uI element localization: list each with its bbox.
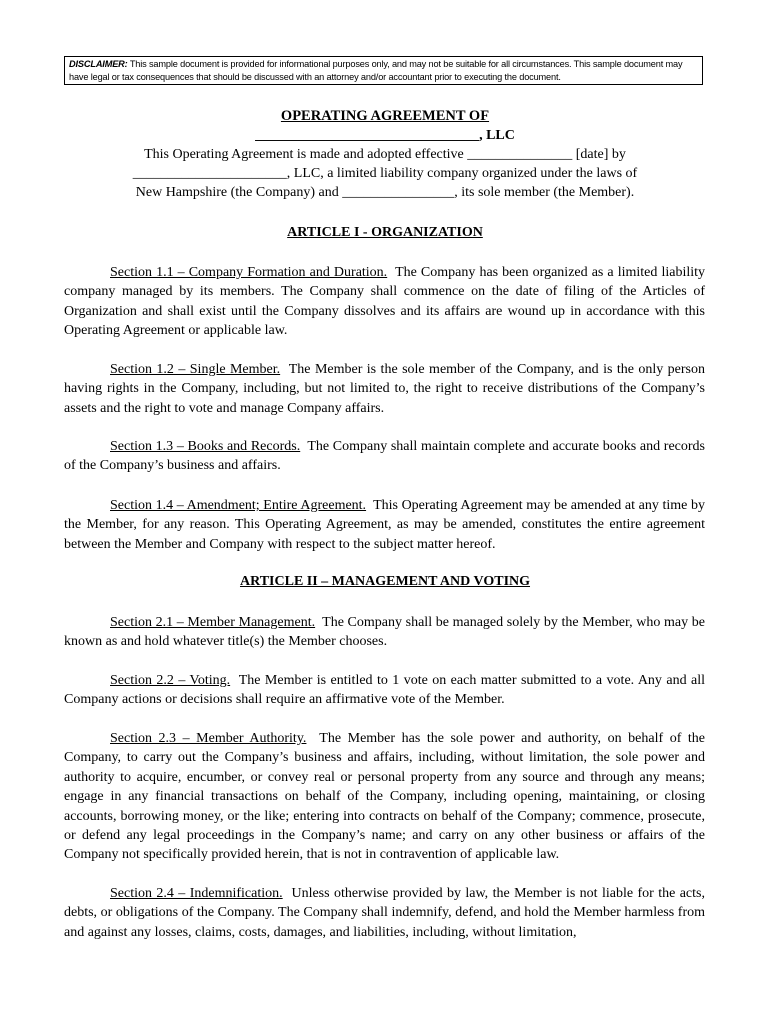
- section-heading: Section 1.3 – Books and Records.: [110, 439, 301, 454]
- section-text: The Company has been organized as a limited liability company managed by its members. The Company shall commence on the date of filing of the Articles of Organization and shall exist until the Company dissolves and its affairs are wound up in accordance with this Operating Agreement or applicable law.: [64, 265, 706, 339]
- article-2-title: ARTICLE II – MANAGEMENT AND VOTING: [239, 574, 531, 589]
- section-heading: Section 1.1 – Company Formation and Duration.: [110, 265, 388, 280]
- section-1-2: [64, 360, 705, 418]
- section-text: The Member is entitled to 1 vote on each matter submitted to a vote. Any and all Company actions or decisions shall require an affirmative vote of the Member.: [64, 673, 705, 708]
- section-heading: Section 2.2 – Voting.: [110, 673, 231, 688]
- section-1-1: [64, 263, 705, 341]
- intro-line-2: ______________________, LLC, a limited liability company organized under the laws of: [132, 166, 638, 181]
- disclaimer-box: [64, 56, 703, 85]
- intro-line-3: New Hampshire (the Company) and ________________, its sole member (the Member).: [135, 185, 635, 200]
- section-heading: Section 2.4 – Indemnification.: [110, 886, 283, 901]
- section-2-3: [64, 729, 705, 865]
- section-text: The Company shall be managed solely by the Member, who may be known as and hold whatever title(s) the Member chooses.: [64, 615, 705, 650]
- article-1-title: ARTICLE I - ORGANIZATION: [287, 225, 483, 240]
- company-name-line: ________________________________, LLC: [255, 128, 515, 143]
- section-text: The Member has the sole power and authority, on behalf of the Company, to carry out the Company’s business and affairs, including, without limitation, the sole power and authority to acquire, encumber, or convey real or personal property from any source and through any means; engage in any financial transactions on behalf of the Company, including opening, maintaining, or closing accounts, borrowing money, or the like; entering into contracts on behalf of the Company; commence, prosecute, or defend any legal proceedings in the Company’s name; and carry on any other business or affairs of the Company not specifically provided herein, that is not in contravention of applicable law.: [64, 731, 706, 863]
- section-heading: Section 2.3 – Member Authority.: [110, 731, 307, 746]
- section-text: The Member is the sole member of the Company, and is the only person having rights in the Company, including, but not limited to, the right to receive distributions of the Company’s assets and the right to vote and manage Company affairs.: [64, 362, 705, 416]
- section-text: This Operating Agreement may be amended at any time by the Member, for any reason. This Operating Agreement, as may be amended, constitutes the entire agreement between the Member and Company with respect to the subject matter hereof.: [64, 498, 705, 552]
- document-title: OPERATING AGREEMENT OF: [280, 108, 490, 124]
- section-text: Unless otherwise provided by law, the Member is not liable for the acts, debts, or obligations of the Company. The Company shall indemnify, defend, and hold the Member harmless from and against any losses, claims, costs, damages, and liabilities, including, without limitation,: [64, 886, 705, 940]
- section-1-4: [64, 496, 705, 554]
- intro-line-1: This Operating Agreement is made and adopted effective _______________ [date] by: [144, 147, 626, 162]
- section-heading: Section 1.2 – Single Member.: [110, 362, 281, 377]
- section-2-4: [64, 884, 705, 942]
- section-2-2: [64, 671, 705, 710]
- disclaimer-label: DISCLAIMER:: [69, 59, 128, 69]
- section-text: The Company shall maintain complete and accurate books and records of the Company’s business and affairs.: [64, 439, 705, 474]
- section-heading: Section 2.1 – Member Management.: [110, 615, 316, 630]
- disclaimer-text: This sample document is provided for informational purposes only, and may not be suitable for all circumstances. This sample document may have legal or tax consequences that should be discussed with an attorney and/or accountant prior to executing the document.: [69, 59, 683, 82]
- section-2-1: [64, 613, 705, 652]
- section-1-3: [64, 437, 705, 476]
- section-heading: Section 1.4 – Amendment; Entire Agreement.: [110, 498, 367, 513]
